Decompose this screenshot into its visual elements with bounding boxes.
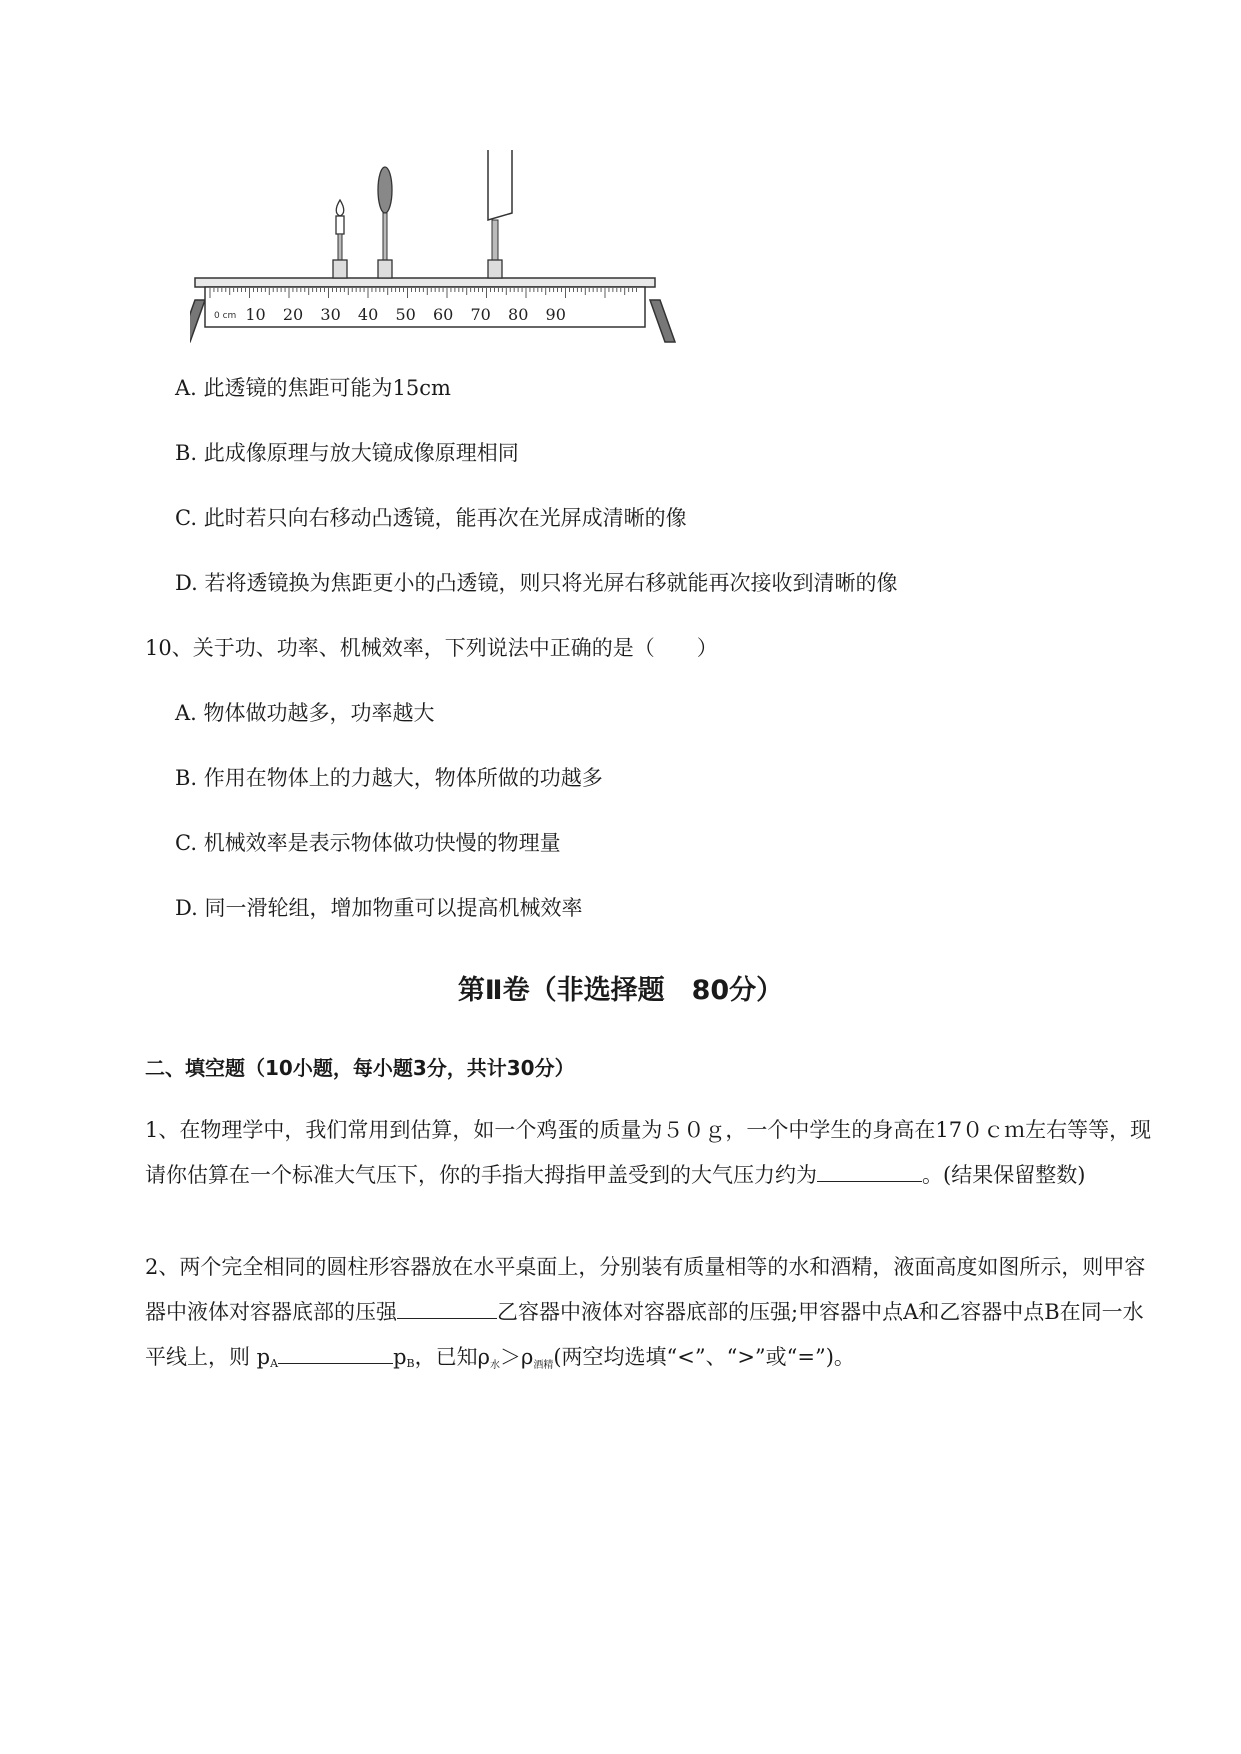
left-stand — [190, 300, 205, 342]
q9-option-b: B. 此成像原理与放大镜成像原理相同 — [175, 441, 519, 465]
scale-label: 70 — [470, 305, 491, 324]
answer-blank-1[interactable] — [817, 1160, 922, 1182]
scale-label: 40 — [357, 305, 379, 324]
answer-blank-3[interactable] — [278, 1342, 393, 1364]
q9-option-c: C. 此时若只向右移动凸透镜，能再次在光屏成清晰的像 — [175, 506, 687, 530]
optical-bench-figure — [190, 150, 690, 350]
fill-question-1: 1、在物理学中，我们常用到估算，如一个鸡蛋的质量为５０ｇ，一个中学生的身高在17０ｃｍ左右等等，现请你估算在一个标准大气压下，你的手指大拇指甲盖受到的大气压力约为 。(结果保留整数) — [145, 1118, 1152, 1187]
q9-option-d: D. 若将透镜换为焦距更小的凸透镜，则只将光屏右移就能再次接收到清晰的像 — [175, 571, 898, 595]
light-screen-icon — [488, 150, 512, 278]
answer-blank-2[interactable] — [397, 1297, 497, 1319]
scale-body — [205, 287, 645, 327]
scale-label: 60 — [432, 305, 454, 324]
scale-label: 30 — [320, 305, 341, 324]
q10-option-d: D. 同一滑轮组，增加物重可以提高机械效率 — [175, 896, 583, 920]
q10-option-b: B. 作用在物体上的力越大，物体所做的功越多 — [175, 766, 603, 790]
q9-option-a: A. 此透镜的焦距可能为15cm — [175, 376, 451, 400]
scale-label: 80 — [508, 305, 529, 324]
fill-question-2: 2、两个完全相同的圆柱形容器放在水平桌面上，分别装有质量相等的水和酒精，液面高度如图所示，则甲容器中液体对容器底部的压强 乙容器中液体对容器底部的压强;甲容器中点A和乙容器中点B在同一水平线上，则 $p_A$ $p_B$，已知$\rho_水>\rho_{酒精}$(两空均选填“<”、“>”或“=”)。 — [145, 1255, 1146, 1371]
q10-option-a: A. 物体做功越多，功率越大 — [175, 701, 435, 725]
scale-labels — [245, 305, 566, 324]
q10-option-c: C. 机械效率是表示物体做功快慢的物理量 — [175, 831, 561, 855]
scale-label: 90 — [545, 305, 566, 324]
scale-label: 50 — [395, 305, 416, 324]
rail-top — [195, 278, 655, 287]
section-title: 第Ⅱ卷（非选择题 80分） — [457, 975, 784, 1006]
scale-label: 10 — [245, 305, 266, 324]
candle-icon — [333, 200, 347, 278]
scale-unit: 0 cm — [214, 311, 237, 321]
part-title: 二、填空题（10小题，每小题3分，共计30分） — [145, 1056, 575, 1080]
right-stand — [650, 300, 675, 342]
q10-stem: 10、关于功、功率、机械效率，下列说法中正确的是（ ） — [145, 636, 718, 660]
scale-label: 20 — [282, 305, 304, 324]
convex-lens-icon — [378, 167, 392, 278]
